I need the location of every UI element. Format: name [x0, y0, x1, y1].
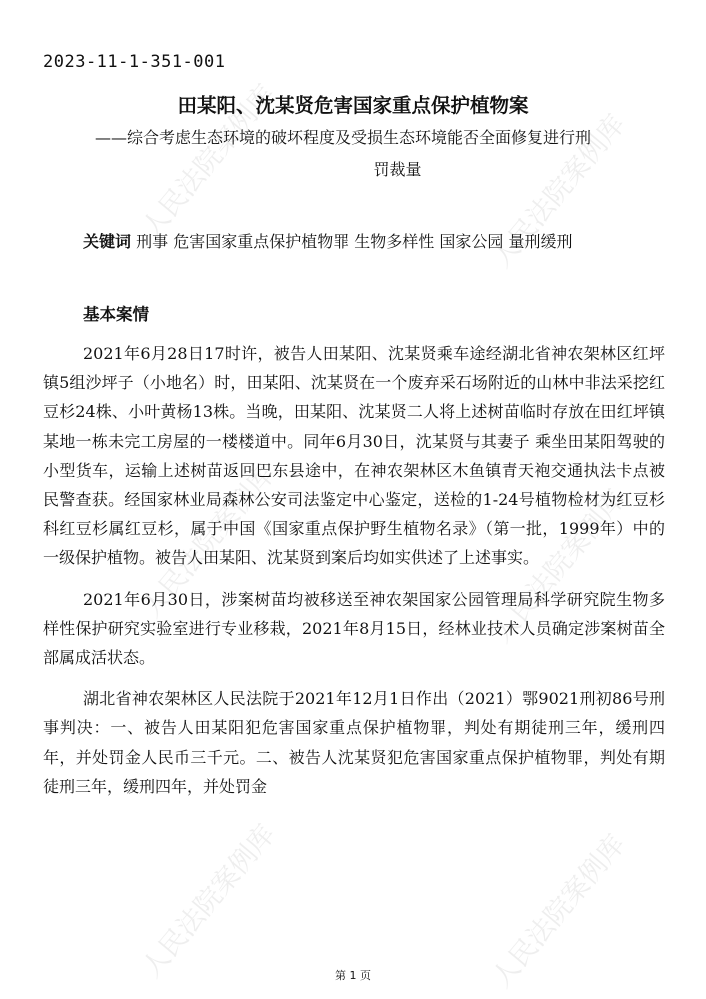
watermark: 人民法院案例库 — [136, 819, 282, 984]
watermark: 人民法院案例库 — [486, 484, 632, 649]
page-footer: 第 1 页 — [335, 969, 371, 982]
subtitle-line-2: 罚裁量 — [373, 160, 422, 179]
case-number: 2023-11-1-351-001 — [43, 52, 226, 72]
keywords-text: 刑事 危害国家重点保护植物罪 生物多样性 国家公园 量刑缓刑 — [131, 232, 573, 251]
case-facts — [43, 339, 665, 813]
keywords-block — [43, 227, 665, 256]
watermark: 人民法院案例库 — [486, 109, 632, 274]
subtitle-line-1: ——综合考虑生态环境的破坏程度及受损生态环境能否全面修复进行刑 — [95, 128, 592, 147]
paragraph: 2021年6月28日17时许，被告人田某阳、沈某贤乘车途经湖北省神农架林区红坪镇5组沙坪子（小地名）时，田某阳、沈某贤在一个废弃采石场附近的山林中非法采挖红豆杉24株、小叶黄杨13株。当晚，田某阳、沈某贤二人将上述树苗临时存放在田红坪镇某地一栋未完工房屋的一楼楼道中。同年6月30日，沈某贤与其妻子 乘坐田某阳驾驶的小型货车，运输上述树苗返回巴东县途中，在神农架林区木鱼镇青天袍交通执法卡点被民警查获。经国家林业局森林公安司法鉴定中心鉴定，送检的1-24号植物检材为红豆杉科红豆杉属红豆杉，属于中国《国家重点保护野生植物名录》（第一批，1999年）中的一级保护植物。被告人田某阳、沈某贤到案后均如实供述了上述事实。 — [43, 344, 665, 568]
page-title: 田某阳、沈某贤危害国家重点保护植物案 — [177, 94, 529, 117]
watermark: 人民法院案例库 — [486, 829, 632, 994]
section-heading: 基本案情 — [83, 305, 149, 324]
paragraph: 2021年6月30日，涉案树苗均被移送至神农架国家公园管理局科学研究院生物多样性保护研究实验室进行专业移栽，2021年8月15日，经林业技术人员确定涉案树苗全部属成活状态。 — [43, 589, 665, 668]
paragraph: 湖北省神农架林区人民法院于2021年12月1日作出（2021）鄂9021刑初86号刑事判决：一、被告人田某阳犯危害国家重点保护植物罪，判处有期徒刑三年，缓刑四年，并处罚金人民币三千元。二、被告人沈某贤犯危害国家重点保护植物罪，判处有期徒刑三年，缓刑四年，并处罚金 — [43, 689, 665, 796]
keywords-label: 关键词 — [83, 232, 132, 251]
watermark: 人民法院案例库 — [136, 79, 282, 244]
page-subtitle — [95, 122, 670, 186]
watermark: 人民法院案例库 — [136, 459, 282, 624]
